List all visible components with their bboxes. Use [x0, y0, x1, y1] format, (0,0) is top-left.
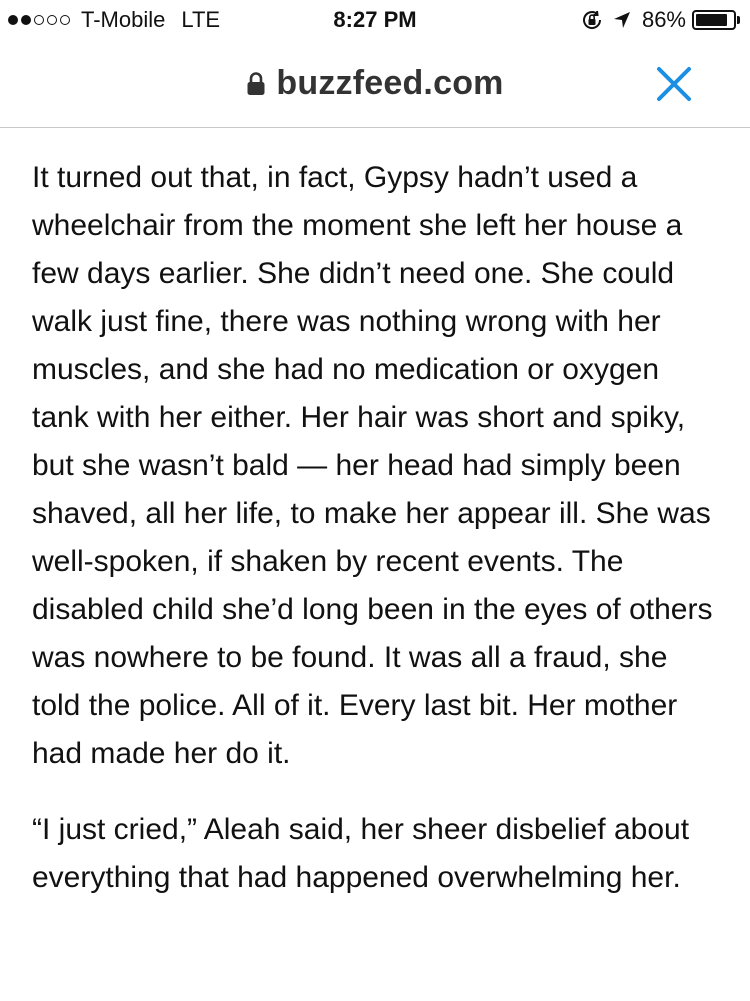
close-button[interactable] [656, 66, 692, 102]
status-right [580, 6, 740, 34]
battery-percent: 86% [641, 7, 686, 32]
status-bar [0, 0, 750, 40]
url-display[interactable] [0, 64, 750, 103]
close-icon [656, 66, 692, 102]
orientation-lock-icon [580, 8, 604, 32]
battery-icon [692, 10, 740, 30]
network-type: LTE [181, 7, 221, 32]
article-paragraph: “I just cried,” Aleah said, her sheer disbelief about everything that had happened overwhelming her. [32, 813, 690, 894]
article-paragraph: It turned out that, in fact, Gypsy hadn’t used a wheelchair from the moment she left her house a few days earlier. She didn’t need one. She could walk just fine, there was nothing wrong with her muscles, and she had no medication or oxygen tank with her either. Her hair was short and spiky, but she wasn’t bald — her head had simply been shaved, all her life, to make her appear ill. She was well-spoken, if shaken by recent events. The disabled child she’d long been in the eyes of others was nowhere to be found. It was all a fraud, she told the police. All of it. Every last bit. Her mother had made her do it. [32, 161, 713, 770]
article-body [32, 154, 722, 930]
browser-url-bar [0, 40, 750, 128]
lock-icon [246, 71, 266, 97]
status-time: 8:27 PM [333, 7, 417, 32]
domain-label: buzzfeed.com [276, 64, 504, 102]
location-arrow-icon [612, 10, 632, 30]
carrier-name: T-Mobile [81, 7, 166, 32]
